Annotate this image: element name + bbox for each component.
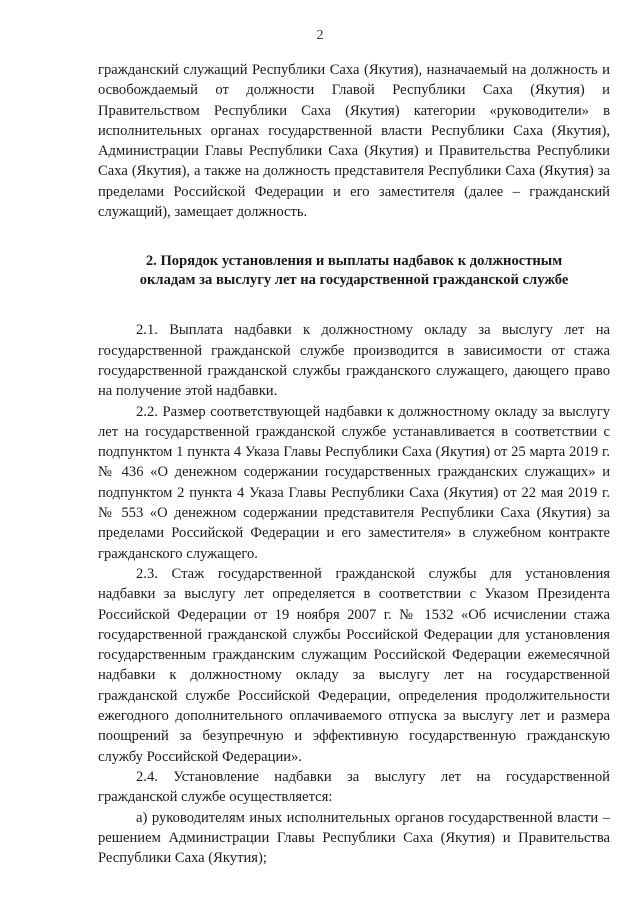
paragraph-2-3: 2.3. Стаж государственной гражданской службы для установления надбавки за выслугу лет определяется в соответствии с Указом Президента Российской Федерации от 19 ноября 2007 г. № 1532 «Об исчислении стажа государственной гражданской службы Российской Федерации для установления государственным гражданским служащим Российской Федерации ежемесячной надбавки к должностному окладу за выслугу лет на государственной гражданской службе Российской Федерации, определения продолжительности ежегодного дополнительного оплачиваемого отпуска за выслугу лет и размера поощрений за безупречную и эффективную государственную гражданскую службу Российской Федерации». [98,565,610,765]
section-2-heading: 2. Порядок установления и выплаты надбавок к должностным окладам за выслугу лет на государственной гражданской службе [139,253,569,289]
paragraph-2-4: 2.4. Установление надбавки за выслугу лет на государственной гражданской службе осуществляется: [98,768,610,806]
intro-paragraph: гражданский служащий Республики Саха (Якутия), назначаемый на должность и освобождаемый от должности Главой Республики Саха (Якутия) и Правительством Республики Саха (Якутия) категории «руководители» в исполнительных органах государственной власти Республики Саха (Якутия), Администрации Главы Республики Саха (Якутия) и Правительства Республики Саха (Якутия), а также на должность представителя Республики Саха (Якутия) за пределами Российской Федерации и его заместителя (далее – гражданский служащий), замещает должность. [98,62,610,221]
paragraph-2-1: 2.1. Выплата надбавки к должностному окладу за выслугу лет на государственной гражданской службе производится в зависимости от стажа государственной гражданской службы гражданского служащего, дающего право на получение этой надбавки. [98,322,610,400]
paragraph-2-2: 2.2. Размер соответствующей надбавки к должностному окладу за выслугу лет на государственной гражданской службе устанавливается в соответствии с подпунктом 1 пункта 4 Указа Главы Республики Саха (Якутия) от 25 марта 2019 г. № 436 «О денежном содержании государственных гражданских служащих» и подпунктом 2 пункта 4 Указа Главы Республики Саха (Якутия) от 22 мая 2019 г. № 553 «О денежном содержании представителя Республики Саха (Якутия) за пределами Российской Федерации и его заместителя» в служебном контракте гражданского служащего. [98,403,610,562]
paragraph-2-4-a: а) руководителям иных исполнительных органов государственной власти – решением Администрации Главы Республики Саха (Якутия) и Правительства Республики Саха (Якутия); [98,809,610,867]
document-body [98,60,610,868]
page-number: 2 [316,28,324,43]
